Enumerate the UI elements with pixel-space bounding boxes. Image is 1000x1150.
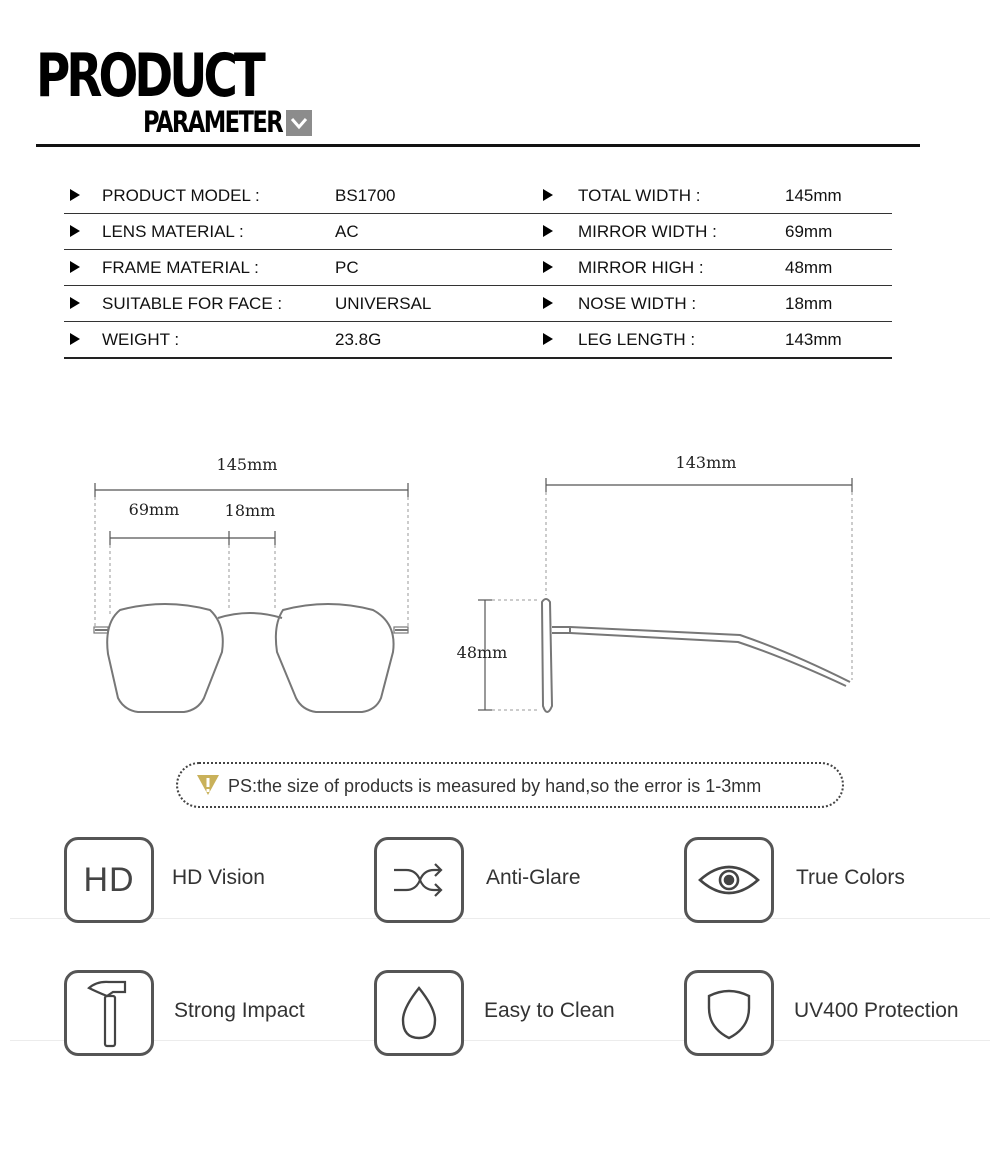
feature-label: UV400 Protection: [794, 999, 959, 1022]
bullet-icon: [543, 189, 553, 201]
spec-label: PRODUCT MODEL :: [102, 186, 260, 205]
lens-width-label: 69mm: [128, 500, 180, 519]
eye-icon: [684, 837, 774, 923]
spec-value: UNIVERSAL: [335, 294, 432, 313]
spec-value: 143mm: [785, 330, 842, 349]
feature-label: Strong Impact: [174, 999, 305, 1022]
feature-label: HD Vision: [172, 866, 265, 889]
spec-row: [64, 250, 892, 286]
bullet-icon: [70, 225, 80, 237]
header-divider: [36, 144, 920, 147]
bullet-icon: [543, 225, 553, 237]
feature-label: True Colors: [796, 866, 905, 889]
page-subtitle: PARAMETER: [143, 105, 283, 139]
spec-label: WEIGHT :: [102, 330, 180, 349]
feature-label: Easy to Clean: [484, 999, 615, 1022]
hd-icon-text: HD: [83, 860, 135, 899]
side-view-diagram: [457, 453, 852, 712]
page-title: PRODUCT: [36, 41, 262, 111]
leg-length-label: 143mm: [675, 453, 737, 472]
spec-row: [64, 322, 892, 359]
divider: [10, 1040, 990, 1041]
divider: [10, 918, 990, 919]
bullet-icon: [543, 261, 553, 273]
spec-label: SUITABLE FOR FACE :: [102, 294, 283, 313]
spec-row: [64, 214, 892, 250]
shield-icon: [684, 970, 774, 1056]
lens-height-label: 48mm: [456, 643, 508, 662]
spec-label: MIRROR HIGH :: [578, 258, 704, 277]
bridge-width-label: 18mm: [224, 501, 276, 520]
spec-label: NOSE WIDTH :: [578, 294, 697, 313]
spec-label: MIRROR WIDTH :: [578, 222, 717, 241]
bullet-icon: [543, 297, 553, 309]
spec-label: TOTAL WIDTH :: [578, 186, 701, 205]
measurement-note: [176, 762, 844, 808]
hammer-icon: [64, 970, 154, 1056]
glasses-front-icon: [94, 604, 408, 712]
warning-icon: [196, 774, 220, 801]
spec-row: [64, 286, 892, 322]
note-text: PS:the size of products is measured by hand,so the error is 1-3mm: [228, 776, 762, 796]
hd-icon: [64, 837, 154, 923]
spec-table: [64, 178, 892, 359]
bullet-icon: [70, 333, 80, 345]
spec-label: LENS MATERIAL :: [102, 222, 244, 241]
spec-value: 18mm: [785, 294, 833, 313]
spec-value: 145mm: [785, 186, 842, 205]
total-width-label: 145mm: [216, 455, 278, 474]
spec-value: PC: [335, 258, 359, 277]
spec-value: AC: [335, 222, 359, 241]
front-view-diagram: [94, 455, 408, 712]
spec-value: 69mm: [785, 222, 833, 241]
dimension-diagram: [0, 430, 1000, 730]
spec-label: FRAME MATERIAL :: [102, 258, 259, 277]
bullet-icon: [543, 333, 553, 345]
spec-value: 23.8G: [335, 330, 382, 349]
glasses-side-icon: [542, 599, 850, 712]
bullet-icon: [70, 297, 80, 309]
bullet-icon: [70, 261, 80, 273]
spec-row: [64, 178, 892, 214]
chevron-down-icon: [286, 110, 312, 136]
shuffle-icon: [374, 837, 464, 923]
spec-value: BS1700: [335, 186, 396, 205]
water-drop-icon: [374, 970, 464, 1056]
feature-label: Anti-Glare: [486, 866, 581, 889]
bullet-icon: [70, 189, 80, 201]
spec-label: LEG LENGTH :: [578, 330, 696, 349]
spec-value: 48mm: [785, 258, 833, 277]
